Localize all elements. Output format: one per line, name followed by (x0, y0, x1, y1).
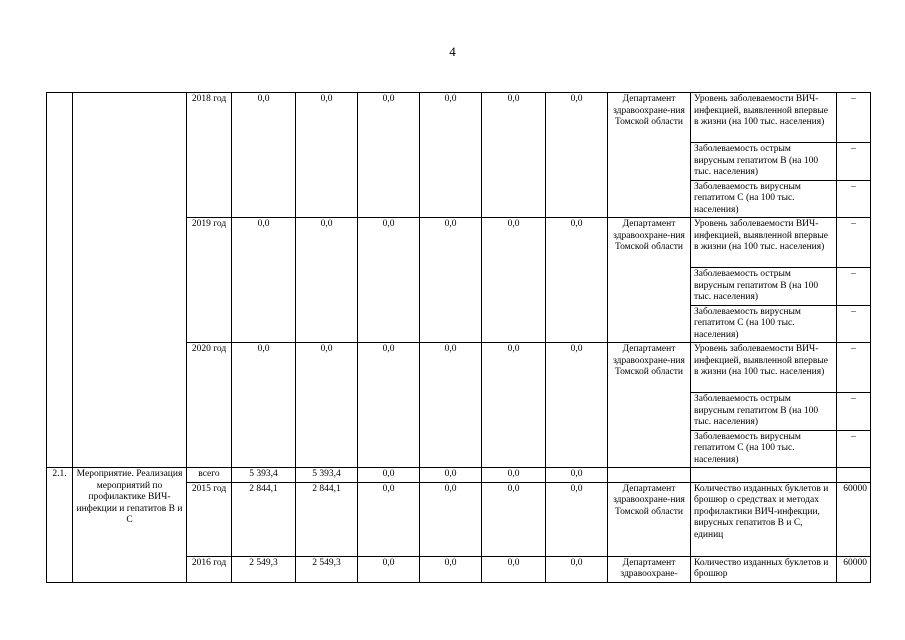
target-cell: – (837, 218, 871, 268)
value-cell: 2 844,1 (232, 482, 296, 556)
target-cell: – (837, 305, 871, 343)
value-cell: 0,0 (232, 343, 296, 468)
value-cell: 0,0 (546, 482, 608, 556)
value-cell: 0,0 (546, 468, 608, 483)
value-cell: 0,0 (546, 93, 608, 218)
indicator-cell-empty (691, 468, 837, 483)
indicator-cell: Уровень заболеваемости ВИЧ-инфекцией, выявленной впервые в жизни (на 100 тыс. населения) (691, 218, 837, 268)
value-cell: 0,0 (358, 482, 420, 556)
target-cell: – (837, 343, 871, 393)
name-cell-empty (73, 93, 187, 468)
value-cell: 5 393,4 (232, 468, 296, 483)
program-table (46, 92, 871, 583)
department-cell: Департамент здравоохране-ния Томской области (608, 343, 691, 468)
value-cell: 2 549,3 (232, 556, 296, 582)
indicator-cell: Уровень заболеваемости ВИЧ-инфекцией, выявленной впервые в жизни (на 100 тыс. населения) (691, 93, 837, 143)
value-cell: 0,0 (420, 343, 482, 468)
year-cell: 2018 год (187, 93, 232, 218)
target-cell: – (837, 180, 871, 218)
target-cell: 60000 (837, 482, 871, 556)
value-cell: 5 393,4 (296, 468, 358, 483)
value-cell: 0,0 (482, 468, 546, 483)
year-cell: 2020 год (187, 343, 232, 468)
value-cell: 2 844,1 (296, 482, 358, 556)
indicator-cell: Заболеваемость острым вирусным гепатитом В (на 100 тыс. населения) (691, 143, 837, 181)
item-number: 2.1. (47, 468, 73, 583)
department-cell: Департамент здравоохране-ния Томской области (608, 218, 691, 343)
target-cell-empty (837, 468, 871, 483)
value-cell: 0,0 (546, 556, 608, 582)
department-cell: Департамент здравоохране-ния Томской области (608, 482, 691, 556)
department-cell: Департамент здравоохране-ния Томской области (608, 93, 691, 218)
value-cell: 0,0 (482, 343, 546, 468)
value-cell: 0,0 (420, 93, 482, 218)
indicator-cell: Заболеваемость вирусным гепатитом С (на 100 тыс. населения) (691, 430, 837, 468)
value-cell: 0,0 (482, 93, 546, 218)
value-cell: 0,0 (296, 93, 358, 218)
target-cell: – (837, 393, 871, 431)
year-cell: 2019 год (187, 218, 232, 343)
target-cell: – (837, 430, 871, 468)
year-cell: всего (187, 468, 232, 483)
value-cell: 0,0 (420, 218, 482, 343)
page-number: 4 (449, 44, 456, 59)
target-cell: – (837, 268, 871, 306)
value-cell: 0,0 (482, 556, 546, 582)
value-cell: 0,0 (296, 343, 358, 468)
value-cell: 0,0 (420, 556, 482, 582)
value-cell: 0,0 (232, 93, 296, 218)
value-cell: 0,0 (420, 482, 482, 556)
value-cell: 0,0 (546, 343, 608, 468)
value-cell: 0,0 (482, 482, 546, 556)
target-cell: – (837, 143, 871, 181)
value-cell: 0,0 (358, 218, 420, 343)
year-cell: 2016 год (187, 556, 232, 582)
value-cell: 2 549,3 (296, 556, 358, 582)
year-cell: 2015 год (187, 482, 232, 556)
value-cell: 0,0 (358, 556, 420, 582)
department-cell: Департамент здравоохране- (608, 556, 691, 582)
indicator-cell: Количество изданных буклетов и брошюр о средствах и методах профилактики ВИЧ-инфекции, вирусных гепатитов В и С, единиц (691, 482, 837, 556)
indicator-cell: Уровень заболеваемости ВИЧ-инфекцией, выявленной впервые в жизни (на 100 тыс. населения) (691, 343, 837, 393)
indicator-cell: Количество изданных буклетов и брошюр (691, 556, 837, 582)
indicator-cell: Заболеваемость вирусным гепатитом С (на 100 тыс. населения) (691, 180, 837, 218)
target-cell: 60000 (837, 556, 871, 582)
department-cell-empty (608, 468, 691, 483)
value-cell: 0,0 (358, 468, 420, 483)
value-cell: 0,0 (358, 343, 420, 468)
item-name: Мероприятие. Реализация мероприятий по профилактике ВИЧ-инфекции и гепатитов В и С (73, 468, 187, 583)
indicator-cell: Заболеваемость вирусным гепатитом С (на 100 тыс. населения) (691, 305, 837, 343)
value-cell: 0,0 (296, 218, 358, 343)
indicator-cell: Заболеваемость острым вирусным гепатитом В (на 100 тыс. населения) (691, 268, 837, 306)
value-cell: 0,0 (546, 218, 608, 343)
target-cell: – (837, 93, 871, 143)
value-cell: 0,0 (358, 93, 420, 218)
value-cell: 0,0 (420, 468, 482, 483)
value-cell: 0,0 (232, 218, 296, 343)
num-cell-empty (47, 93, 73, 468)
indicator-cell: Заболеваемость острым вирусным гепатитом В (на 100 тыс. населения) (691, 393, 837, 431)
value-cell: 0,0 (482, 218, 546, 343)
